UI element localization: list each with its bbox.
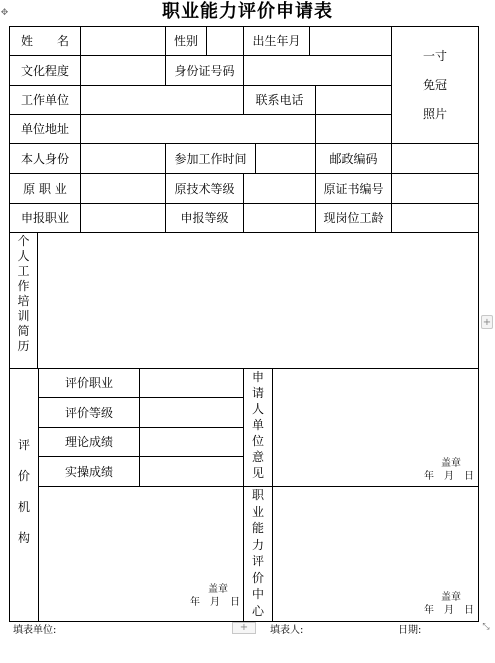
evaluation-org-stamp xyxy=(178,583,240,609)
evaluation-level-field[interactable] xyxy=(140,398,243,427)
work-start-field[interactable] xyxy=(256,144,315,173)
birth-date-field[interactable] xyxy=(310,27,391,55)
seal-text: 盖章 xyxy=(208,584,228,595)
current-post-years-label: 现岗位工龄 xyxy=(323,211,384,225)
footer-filler: 填表人: xyxy=(270,625,304,636)
phone-label: 联系电话 xyxy=(255,93,304,107)
date-text: 年 月 日 xyxy=(190,597,240,608)
evaluation-job-label: 评价职业 xyxy=(64,376,113,390)
apply-level-field[interactable] xyxy=(244,204,315,232)
postcode-field[interactable] xyxy=(392,144,478,173)
footer-date: 日期: xyxy=(398,625,422,636)
education-label: 文化程度 xyxy=(20,63,69,78)
identity-label: 本人身份 xyxy=(20,151,69,166)
name-label: 姓 名 xyxy=(20,34,69,48)
postcode-label: 邮政编码 xyxy=(329,151,378,166)
education-field[interactable] xyxy=(81,56,165,85)
history-label: 个 人 工 作 培 训 简 历 xyxy=(17,234,30,353)
photo-box[interactable] xyxy=(392,27,478,143)
employer-field[interactable] xyxy=(81,86,243,114)
seal-text: 盖章 xyxy=(441,592,461,603)
gender-field[interactable] xyxy=(207,27,243,55)
date-text: 年 月 日 xyxy=(424,605,474,616)
photo-type-text: 免冠 xyxy=(422,77,447,92)
evaluation-center-label: 职 业 能 力 评 价 中 心 xyxy=(251,488,264,618)
address-label: 单位地址 xyxy=(20,122,69,136)
photo-size-text: 一寸 xyxy=(422,48,447,63)
original-job-label: 原 职 业 xyxy=(23,181,67,196)
phone-field[interactable] xyxy=(316,86,391,114)
theory-score-label: 理论成绩 xyxy=(64,435,113,449)
history-field[interactable] xyxy=(38,233,478,368)
original-job-field[interactable] xyxy=(81,174,165,203)
gender-label: 性别 xyxy=(173,34,198,48)
add-column-icon[interactable]: + xyxy=(482,317,492,328)
original-cert-number-label: 原证书编号 xyxy=(323,181,384,196)
name-field[interactable] xyxy=(81,27,165,55)
address-field[interactable] xyxy=(81,115,315,143)
theory-score-field[interactable] xyxy=(140,428,243,456)
footer-filler-unit: 填表单位: xyxy=(13,625,57,636)
original-cert-number-field[interactable] xyxy=(392,174,478,203)
original-tech-level-label: 原技术等级 xyxy=(174,181,235,196)
evaluation-level-label: 评价等级 xyxy=(64,405,113,420)
form-title: 职业能力评价申请表 xyxy=(162,1,333,22)
apply-job-label: 申报职业 xyxy=(20,211,69,225)
work-start-label: 参加工作时间 xyxy=(174,151,247,166)
practical-score-label: 实操成绩 xyxy=(64,464,113,479)
evaluation-org-label: 评 价 机 构 xyxy=(17,438,30,545)
applicant-unit-stamp xyxy=(410,457,474,483)
employer-label: 工作单位 xyxy=(20,93,69,107)
id-number-label: 身份证号码 xyxy=(174,63,235,78)
apply-job-field[interactable] xyxy=(81,204,165,232)
current-post-years-field[interactable] xyxy=(392,204,478,232)
original-tech-level-field[interactable] xyxy=(244,174,315,203)
practical-score-field[interactable] xyxy=(140,457,243,486)
photo-label: 照片 xyxy=(422,106,447,121)
birth-date-label: 出生年月 xyxy=(252,34,301,48)
seal-text: 盖章 xyxy=(441,458,461,469)
add-row-icon[interactable]: + xyxy=(232,622,256,634)
applicant-unit-opinion-label: 申 请 人 单 位 意 见 xyxy=(251,370,264,480)
evaluation-job-field[interactable] xyxy=(140,369,243,397)
date-text: 年 月 日 xyxy=(424,471,474,482)
table-move-handle-icon[interactable]: ✥ xyxy=(0,8,9,18)
table-resize-icon[interactable]: ⤡ xyxy=(482,622,490,632)
id-number-field[interactable] xyxy=(244,56,391,85)
identity-field[interactable] xyxy=(81,144,165,173)
evaluation-center-stamp xyxy=(410,591,474,617)
address-extra-field[interactable] xyxy=(316,115,391,143)
apply-level-label: 申报等级 xyxy=(180,211,229,225)
